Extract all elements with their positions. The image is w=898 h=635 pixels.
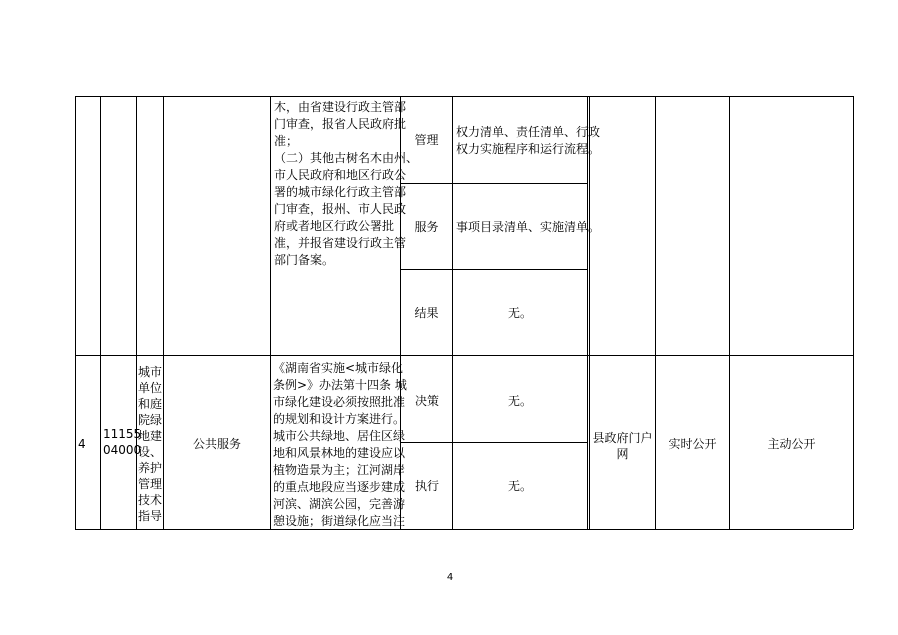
basis-line: 部门备案。 xyxy=(274,253,335,267)
row-divider xyxy=(75,355,853,356)
subrow-label-service: 服务 xyxy=(414,220,439,234)
subrow-border xyxy=(400,442,588,443)
name-line: 管理 xyxy=(137,477,162,491)
subrow-label-decision: 决策 xyxy=(415,394,440,408)
basis-line: 地和风景林地的建设应以 xyxy=(273,446,406,460)
col-border xyxy=(270,96,271,529)
col-border-double xyxy=(587,96,590,529)
basis-line: 准； xyxy=(274,134,299,148)
row4-category: 公共服务 xyxy=(192,437,241,451)
row4-timing: 实时公开 xyxy=(668,437,717,451)
basis-line: 署的城市绿化行政主管部 xyxy=(274,185,407,199)
name-line: 指导 xyxy=(137,509,162,523)
row4-channel: 县政府门户 xyxy=(592,431,653,445)
basis-line: 《湖南省实施<城市绿化 xyxy=(273,361,404,375)
row4-code: 11155 xyxy=(103,427,142,441)
basis-line: 城市公共绿地、居住区绿 xyxy=(273,429,406,443)
row4-code: 04000 xyxy=(103,443,142,457)
subrow-content-manage: 权力实施程序和运行流程。 xyxy=(456,142,601,156)
basis-line: 的重点地段应当逐步建成 xyxy=(273,480,406,494)
subrow-content-execution: 无。 xyxy=(507,479,532,493)
subrow-content-decision: 无。 xyxy=(507,394,532,408)
basis-line: 憩设施；街道绿化应当注 xyxy=(273,514,406,528)
row4-mode: 主动公开 xyxy=(767,437,816,451)
row-top-border xyxy=(75,96,853,97)
col-border xyxy=(100,96,101,529)
col-border xyxy=(729,96,730,529)
subrow-border xyxy=(400,183,588,184)
col-border xyxy=(853,96,854,529)
basis-line: （二）其他古树名木由州、 xyxy=(274,151,419,165)
basis-line: 市人民政府和地区行政公 xyxy=(274,168,407,182)
basis-line: 门审查，报州、市人民政 xyxy=(274,202,407,216)
subrow-content-service: 事项目录清单、实施清单。 xyxy=(456,220,601,234)
subrow-label-manage: 管理 xyxy=(414,133,439,147)
subrow-content-result: 无。 xyxy=(507,306,532,320)
name-line: 单位 xyxy=(137,381,162,395)
row4-seq: 4 xyxy=(78,437,86,451)
name-line: 城市 xyxy=(137,365,162,379)
basis-line: 植物造景为主；江河湖岸 xyxy=(273,463,406,477)
basis-line: 府或者地区行政公署批 xyxy=(274,219,395,233)
basis-line: 准，并报省建设行政主管 xyxy=(274,236,407,250)
name-line: 地建 xyxy=(137,429,162,443)
basis-line: 条例>》办法第十四条 城 xyxy=(273,378,407,392)
subrow-label-result: 结果 xyxy=(414,306,439,320)
name-line: 院绿 xyxy=(137,413,162,427)
basis-line: 的规划和设计方案进行。 xyxy=(273,412,406,426)
basis-line: 木，由省建设行政主管部 xyxy=(274,100,407,114)
col-border xyxy=(75,96,76,529)
col-border xyxy=(163,96,164,529)
basis-line: 河滨、湖滨公园，完善游 xyxy=(273,497,406,511)
col-border xyxy=(655,96,656,529)
name-line: 设、 xyxy=(137,445,162,459)
name-line: 和庭 xyxy=(137,397,162,411)
subrow-border xyxy=(400,269,588,270)
page-number: 4 xyxy=(446,572,454,583)
name-line: 技术 xyxy=(137,493,162,507)
subrow-label-execution: 执行 xyxy=(415,479,440,493)
basis-line: 门审查，报省人民政府批 xyxy=(274,117,407,131)
row4-channel: 网 xyxy=(616,447,629,461)
subrow-content-manage: 权力清单、责任清单、行政 xyxy=(456,125,601,139)
basis-line: 市绿化建设必须按照批准 xyxy=(273,395,406,409)
row-bottom-border xyxy=(75,529,853,530)
name-line: 养护 xyxy=(137,461,162,475)
